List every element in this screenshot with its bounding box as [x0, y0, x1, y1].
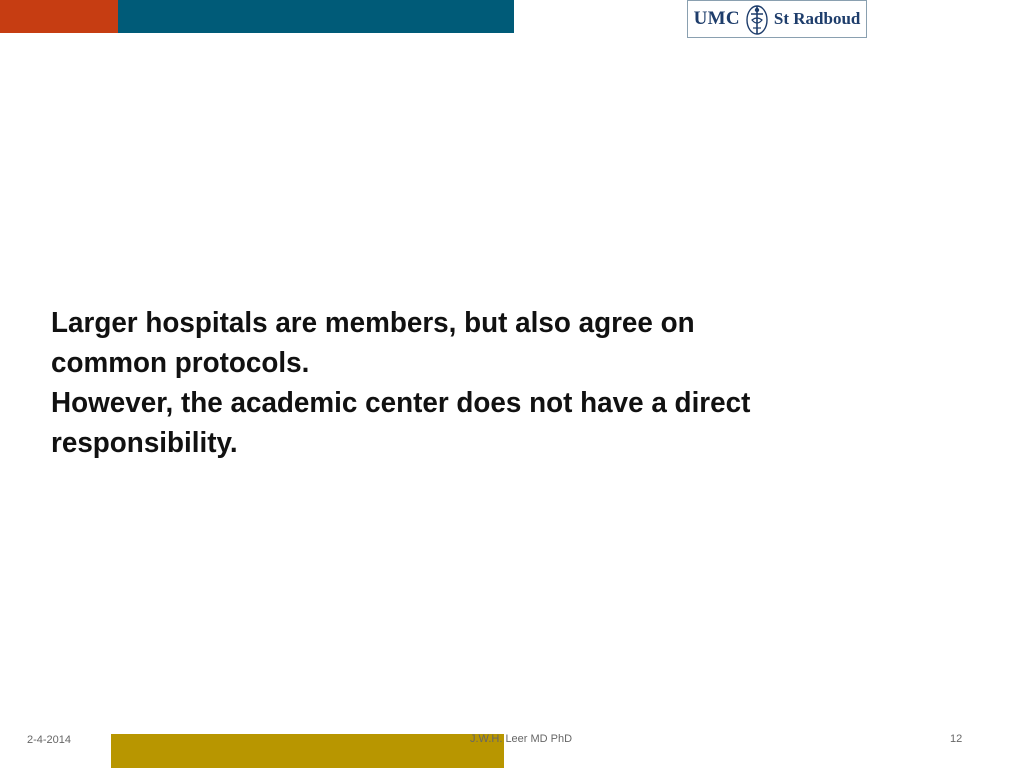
radboud-seal-icon	[744, 2, 770, 36]
umc-st-radboud-logo	[687, 0, 867, 38]
body-line-2: common protocols.	[51, 347, 310, 379]
logo-umc-text: UMC	[693, 8, 740, 29]
body-line-4: responsibility.	[51, 427, 238, 459]
header-teal-band	[118, 0, 514, 33]
footer-author: J.W.H. Leer MD PhD	[470, 733, 573, 745]
body-line-1: Larger hospitals are members, but also agree on	[51, 307, 695, 339]
slide-body-text	[51, 303, 944, 463]
header-orange-band	[0, 0, 118, 33]
body-line-3: However, the academic center does not have a direct	[51, 387, 751, 419]
footer-gold-band	[111, 734, 504, 768]
logo-st-radboud-text: St Radboud	[773, 9, 861, 28]
slide-page-number: 12	[950, 733, 963, 745]
footer-date: 2-4-2014	[27, 734, 72, 746]
